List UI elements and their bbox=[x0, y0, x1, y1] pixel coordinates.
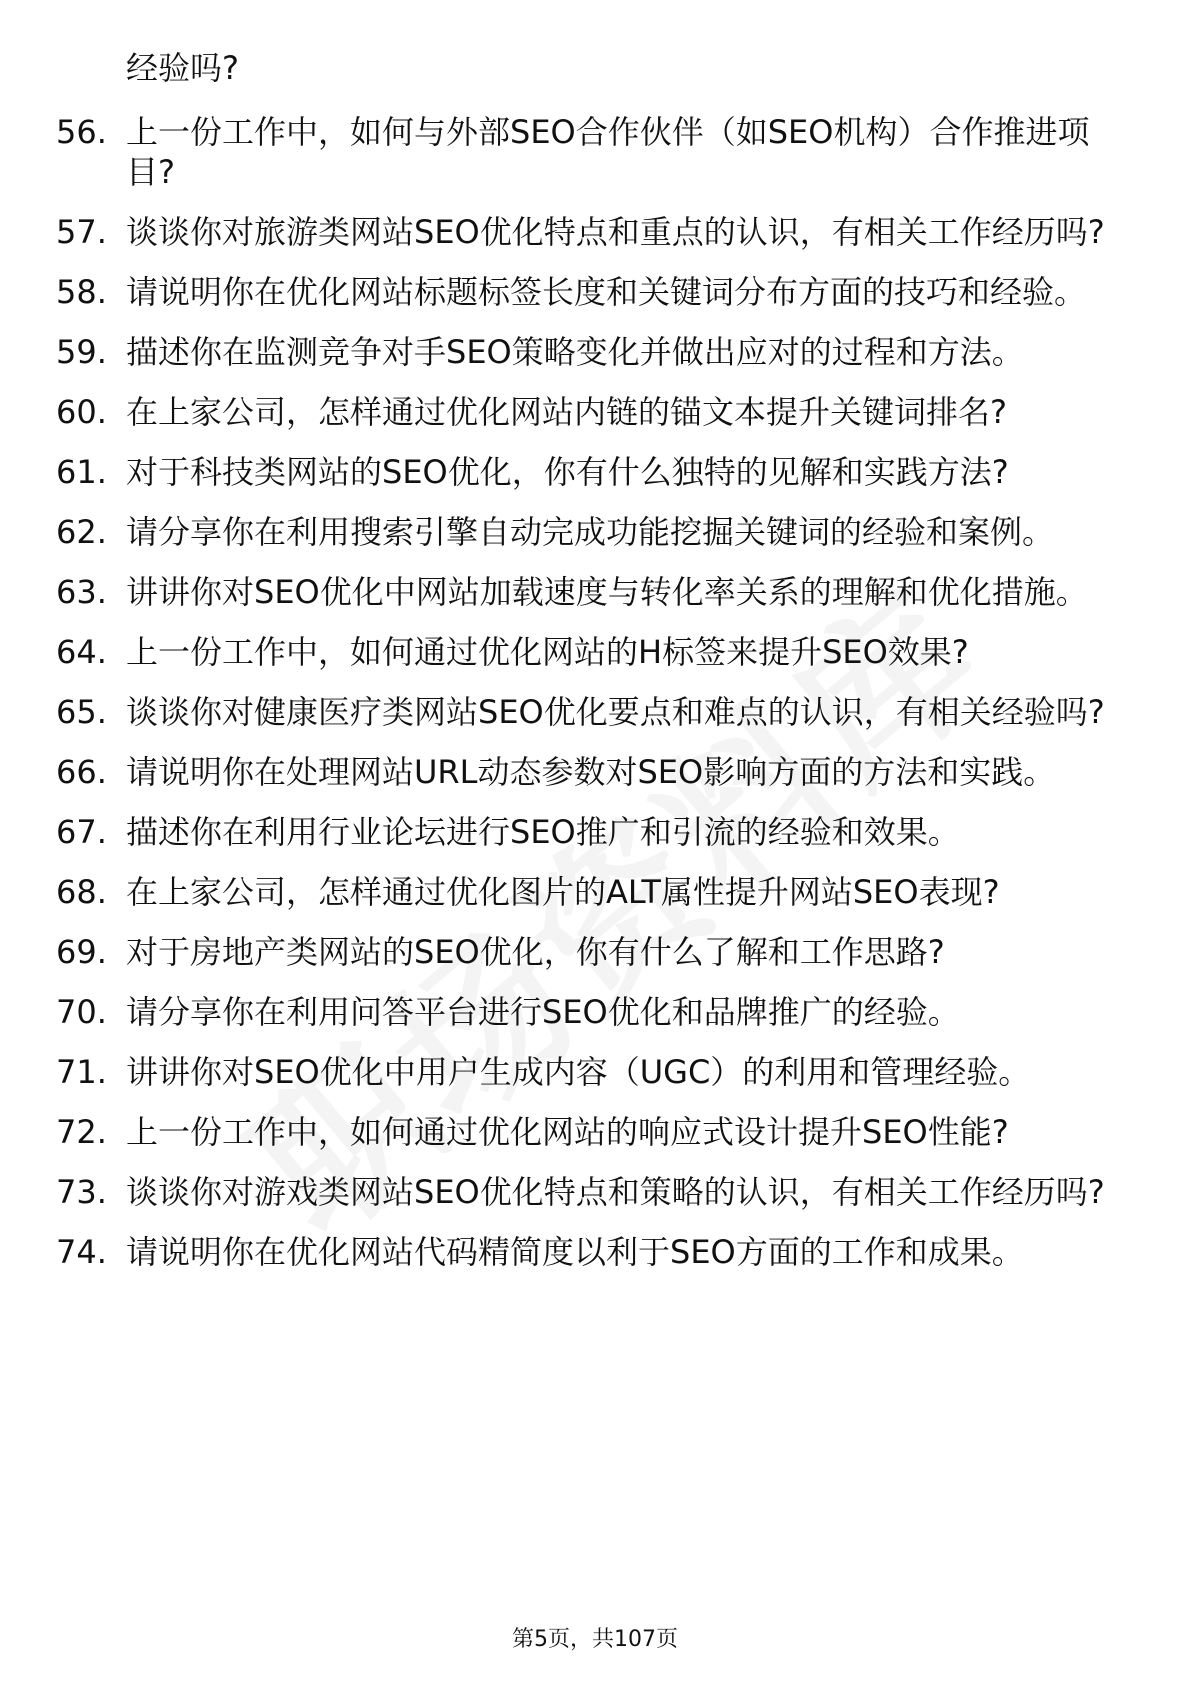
question-text: 对于房地产类网站的SEO优化，你有什么了解和工作思路? bbox=[126, 933, 945, 971]
list-item bbox=[0, 452, 1190, 492]
list-item bbox=[0, 1232, 1190, 1272]
list-item bbox=[0, 1172, 1190, 1212]
question-text: 上一份工作中，如何通过优化网站的H标签来提升SEO效果? bbox=[126, 633, 969, 671]
question-number: 65. bbox=[56, 693, 107, 731]
question-number: 58. bbox=[56, 273, 107, 311]
question-number: 63. bbox=[56, 573, 107, 611]
question-number: 74. bbox=[56, 1233, 107, 1271]
question-text: 讲讲你对SEO优化中用户生成内容（UGC）的利用和管理经验。 bbox=[126, 1053, 1031, 1091]
question-text: 描述你在利用行业论坛进行SEO推广和引流的经验和效果。 bbox=[126, 813, 960, 851]
question-number: 66. bbox=[56, 753, 107, 791]
question-number: 69. bbox=[56, 933, 107, 971]
list-item bbox=[0, 112, 1190, 192]
continued-question-text: 经验吗? bbox=[126, 49, 239, 87]
list-item bbox=[0, 572, 1190, 612]
question-list bbox=[0, 112, 1190, 1292]
question-text: 请说明你在处理网站URL动态参数对SEO影响方面的方法和实践。 bbox=[126, 753, 1056, 791]
question-text: 谈谈你对游戏类网站SEO优化特点和策略的认识，有相关工作经历吗? bbox=[126, 1173, 1105, 1211]
question-text: 在上家公司，怎样通过优化图片的ALT属性提升网站SEO表现? bbox=[126, 873, 1000, 911]
list-item bbox=[0, 992, 1190, 1032]
list-item bbox=[0, 1052, 1190, 1092]
page-footer: 第5页，共107页 bbox=[512, 1627, 678, 1652]
list-item bbox=[0, 752, 1190, 792]
question-text: 请说明你在优化网站代码精简度以利于SEO方面的工作和成果。 bbox=[126, 1233, 1024, 1271]
list-item bbox=[0, 332, 1190, 372]
question-text: 描述你在监测竞争对手SEO策略变化并做出应对的过程和方法。 bbox=[126, 333, 1024, 371]
question-number: 59. bbox=[56, 333, 107, 371]
question-text: 请分享你在利用问答平台进行SEO优化和品牌推广的经验。 bbox=[126, 993, 960, 1031]
question-text: 上一份工作中，如何与外部SEO合作伙伴（如SEO机构）合作推进项目? bbox=[126, 113, 1090, 191]
question-number: 73. bbox=[56, 1173, 107, 1211]
list-item bbox=[0, 692, 1190, 732]
question-text: 谈谈你对健康医疗类网站SEO优化要点和难点的认识，有相关经验吗? bbox=[126, 693, 1105, 731]
list-item bbox=[0, 872, 1190, 912]
question-number: 64. bbox=[56, 633, 107, 671]
question-text: 谈谈你对旅游类网站SEO优化特点和重点的认识，有相关工作经历吗? bbox=[126, 213, 1105, 251]
list-item bbox=[0, 212, 1190, 252]
question-number: 70. bbox=[56, 993, 107, 1031]
question-text: 请分享你在利用搜索引擎自动完成功能挖掘关键词的经验和案例。 bbox=[126, 513, 1055, 551]
question-number: 62. bbox=[56, 513, 107, 551]
question-number: 68. bbox=[56, 873, 107, 911]
question-text: 请说明你在优化网站标题标签长度和关键词分布方面的技巧和经验。 bbox=[126, 273, 1087, 311]
question-text: 上一份工作中，如何通过优化网站的响应式设计提升SEO性能? bbox=[126, 1113, 1009, 1151]
list-item bbox=[0, 932, 1190, 972]
question-number: 57. bbox=[56, 213, 107, 251]
question-number: 56. bbox=[56, 113, 107, 151]
list-item bbox=[0, 272, 1190, 312]
question-text: 在上家公司，怎样通过优化网站内链的锚文本提升关键词排名? bbox=[126, 393, 1007, 431]
list-item bbox=[0, 632, 1190, 672]
question-number: 67. bbox=[56, 813, 107, 851]
question-number: 60. bbox=[56, 393, 107, 431]
question-number: 61. bbox=[56, 453, 107, 491]
list-item bbox=[0, 812, 1190, 852]
question-text: 对于科技类网站的SEO优化，你有什么独特的见解和实践方法? bbox=[126, 453, 1009, 491]
list-item bbox=[0, 1112, 1190, 1152]
question-number: 72. bbox=[56, 1113, 107, 1151]
question-text: 讲讲你对SEO优化中网站加载速度与转化率关系的理解和优化措施。 bbox=[126, 573, 1088, 611]
list-item bbox=[0, 512, 1190, 552]
list-item bbox=[0, 392, 1190, 432]
question-number: 71. bbox=[56, 1053, 107, 1091]
